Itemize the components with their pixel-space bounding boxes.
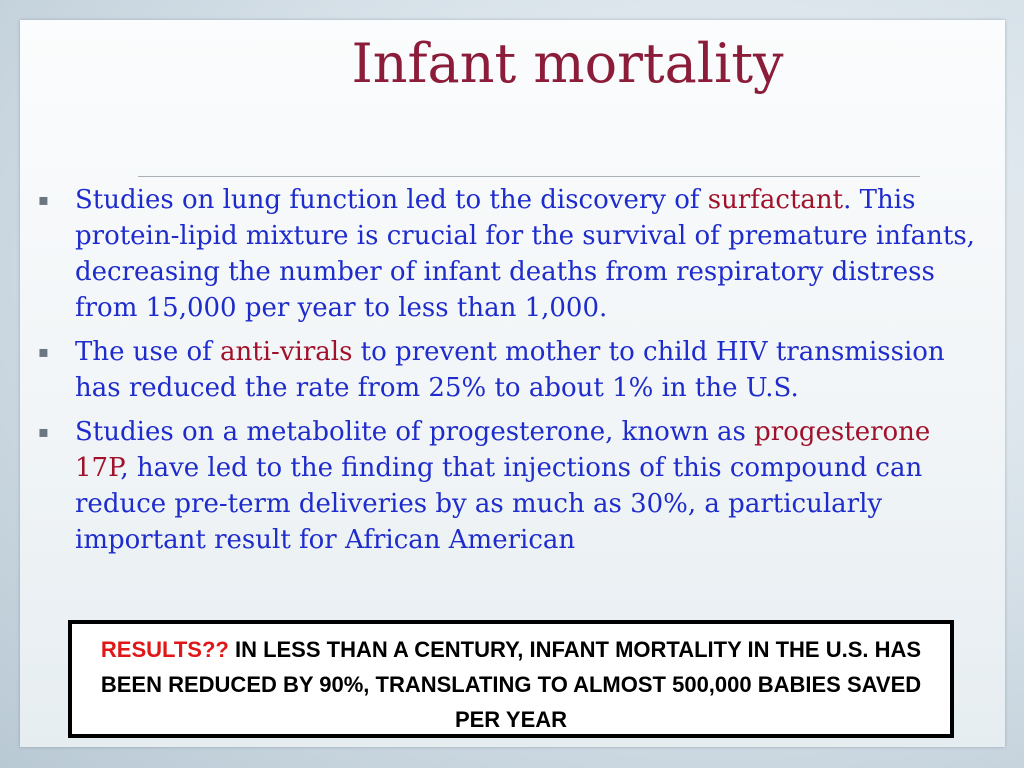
- results-lead: RESULTS??: [100, 637, 229, 662]
- bullet-text: . This protein-lipid mixture is crucial for the survival of premature infants, decreasing the number of infant deaths from respiratory distress from 15,000 per year to less than 1,000.: [75, 185, 975, 323]
- title-divider: [138, 176, 920, 177]
- bullet-item-surfactant: [20, 182, 1005, 326]
- bullet-marker-icon: ▪: [38, 190, 49, 209]
- results-text: IN LESS THAN A CENTURY, INFANT MORTALITY IN THE U.S. HAS BEEN REDUCED BY 90%, TRANSLATING TO ALMOST 500,000 BABIES SAVED PER YEAR: [100, 637, 922, 732]
- bullet-item-anti-virals: [20, 334, 1005, 406]
- bullet-list: [20, 182, 1005, 622]
- bullet-text: The use of: [75, 337, 221, 367]
- bullet-marker-icon: ▪: [38, 422, 49, 441]
- results-box: [68, 620, 954, 738]
- bullet-marker-icon: ▪: [38, 342, 49, 361]
- slide: [20, 20, 1005, 747]
- bullet-highlight: surfactant: [707, 185, 844, 215]
- bullet-text: , have led to the finding that injections of this compound can reduce pre-term deliveries by as much as 30%, a particularly important result for African American: [75, 453, 923, 555]
- bullet-text: to prevent mother to child HIV transmission has reduced the rate from 25% to about 1% in the U.S.: [75, 337, 945, 403]
- bullet-text: Studies on a metabolite of progesterone, known as: [75, 417, 755, 447]
- slide-title: Infant mortality: [351, 32, 784, 95]
- bullet-highlight: progesterone 17P: [75, 417, 931, 483]
- bullet-highlight: anti-virals: [220, 337, 353, 367]
- bullet-text: Studies on lung function led to the discovery of: [75, 185, 708, 215]
- bullet-item-progesterone: [20, 414, 1005, 558]
